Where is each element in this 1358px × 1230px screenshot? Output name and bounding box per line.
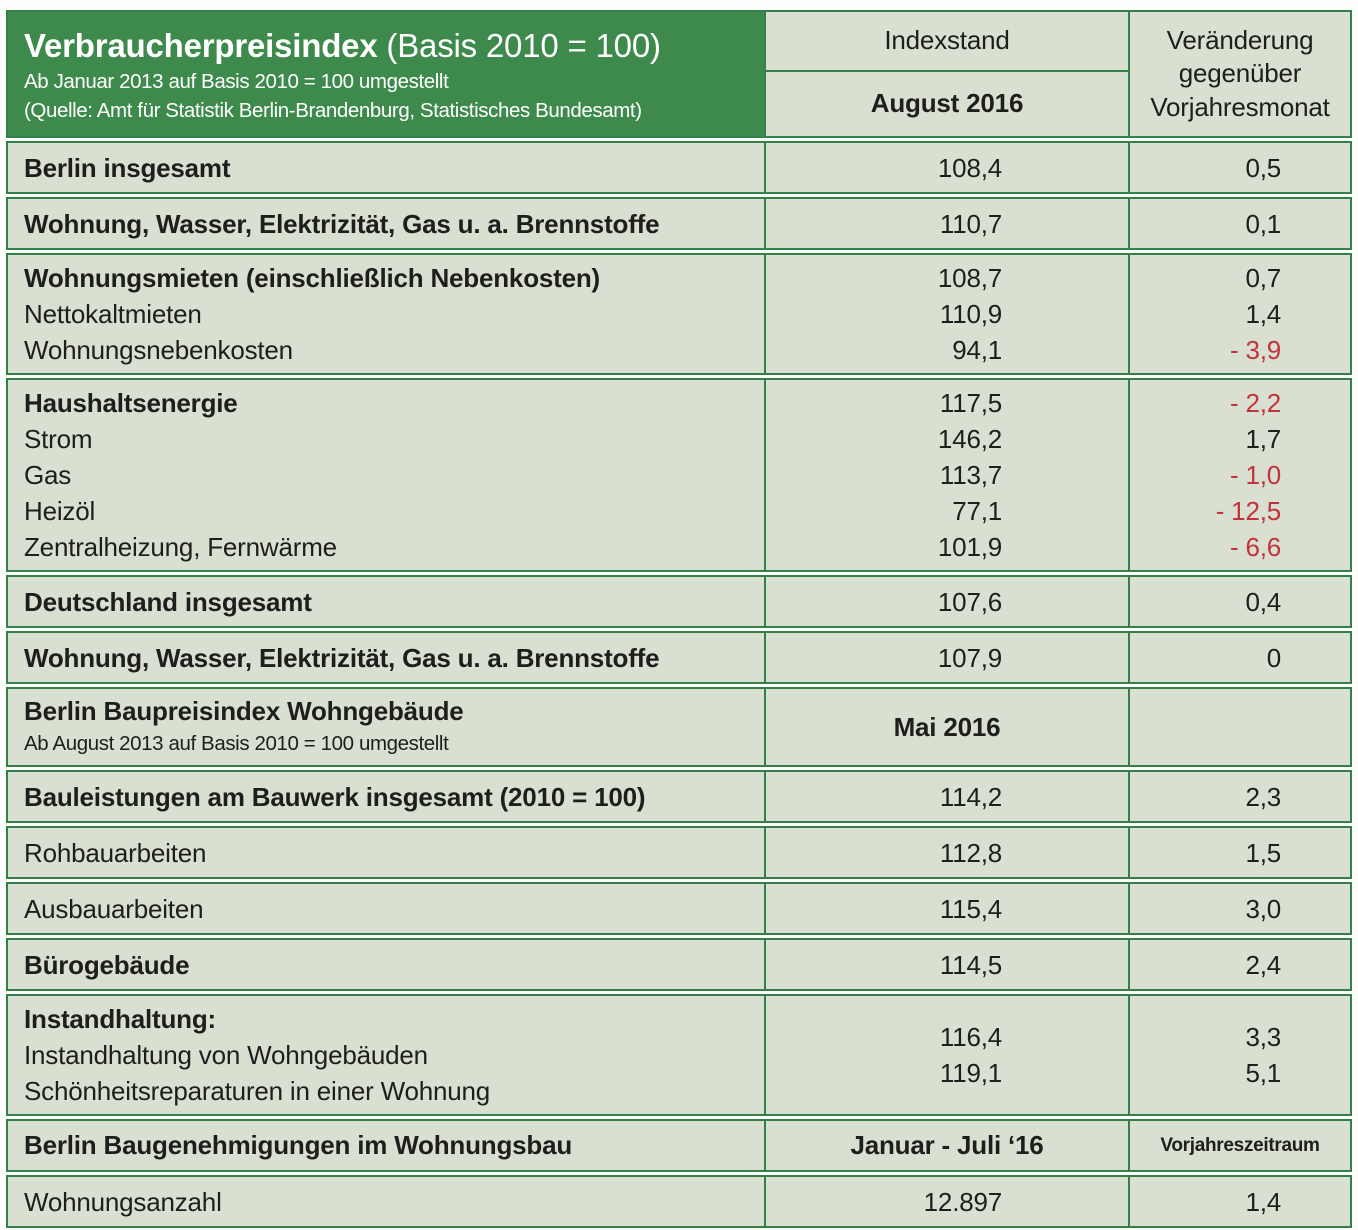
change-value: 3,3	[1245, 1022, 1281, 1052]
row-label: Wohnung, Wasser, Elektrizität, Gas u. a. Brennstoffe	[24, 642, 660, 673]
index-value-cell	[766, 577, 1130, 626]
table-row	[6, 378, 1352, 572]
index-value-cell	[766, 199, 1130, 248]
column-header-index-label: Indexstand	[766, 12, 1128, 72]
index-value: 115,4	[939, 893, 1002, 924]
change-value-cell	[1130, 143, 1350, 192]
row-label-cell	[8, 199, 766, 248]
row-label-cell	[8, 1177, 766, 1226]
change-value-cell	[1130, 255, 1350, 373]
index-value-cell	[766, 689, 1130, 765]
change-value: - 1,0	[1229, 460, 1281, 490]
table-row	[6, 826, 1352, 879]
change-value: - 12,5	[1215, 496, 1281, 526]
row-label: Bauleistungen am Bauwerk insgesamt (2010 = 100)	[24, 781, 646, 812]
row-label-cell	[8, 255, 766, 373]
index-value-cell	[766, 772, 1130, 821]
change-value: 0,7	[1245, 263, 1281, 293]
table-subtitle: Ab Januar 2013 auf Basis 2010 = 100 umgestellt	[24, 69, 449, 93]
table-source: (Quelle: Amt für Statistik Berlin-Brandenburg, Statistisches Bundesamt)	[24, 98, 642, 122]
change-value: 1,4	[1245, 1186, 1281, 1217]
section-change-label: Vorjahreszeitraum	[1160, 1134, 1320, 1156]
price-index-table	[6, 10, 1352, 1228]
table-title-block	[8, 12, 766, 136]
table-row	[6, 253, 1352, 375]
table-title	[24, 25, 762, 66]
change-value: - 2,2	[1229, 388, 1281, 418]
index-value: 117,5	[939, 388, 1002, 418]
change-value: 5,1	[1245, 1058, 1281, 1088]
row-label: Wohnungsanzahl	[24, 1186, 222, 1217]
index-value: 110,9	[939, 299, 1002, 329]
change-value: - 6,6	[1229, 532, 1281, 562]
index-value: 107,9	[937, 642, 1002, 673]
row-label-cell	[8, 772, 766, 821]
table-title-bold: Verbraucherpreisindex	[24, 27, 378, 65]
index-value-cell	[766, 380, 1130, 570]
change-value-cell	[1130, 884, 1350, 933]
row-label: Instandhaltung:	[24, 1004, 216, 1034]
index-value-cell	[766, 940, 1130, 989]
change-value: 2,3	[1245, 781, 1281, 812]
row-label: Gas	[24, 460, 72, 490]
index-value: 113,7	[939, 460, 1002, 490]
row-label: Wohnung, Wasser, Elektrizität, Gas u. a. Brennstoffe	[24, 208, 660, 239]
change-value-cell	[1130, 577, 1350, 626]
table-row	[6, 1175, 1352, 1228]
table-row	[6, 575, 1352, 628]
row-label: Deutschland insgesamt	[24, 586, 312, 617]
column-header-index	[766, 12, 1130, 136]
section-period: Mai 2016	[893, 711, 1001, 742]
index-value: 114,5	[939, 949, 1002, 980]
row-label-cell	[8, 577, 766, 626]
row-label: Rohbauarbeiten	[24, 837, 207, 868]
change-value-cell	[1130, 633, 1350, 682]
row-label: Bürogebäude	[24, 949, 190, 980]
index-value: 108,7	[937, 263, 1002, 293]
change-value: 1,5	[1245, 837, 1281, 868]
section-header-row	[6, 687, 1352, 767]
index-value-cell	[766, 143, 1130, 192]
index-value: 112,8	[939, 837, 1002, 868]
change-value: 2,4	[1245, 949, 1281, 980]
row-label: Strom	[24, 424, 93, 454]
change-value-cell	[1130, 689, 1350, 765]
change-value: - 3,9	[1229, 335, 1281, 365]
row-label-cell	[8, 940, 766, 989]
change-value: 1,4	[1245, 299, 1281, 329]
index-value-cell	[766, 633, 1130, 682]
table-row	[6, 197, 1352, 250]
index-value-cell	[766, 255, 1130, 373]
table-row	[6, 631, 1352, 684]
row-label: Ausbauarbeiten	[24, 893, 204, 924]
change-value-cell	[1130, 772, 1350, 821]
index-value: 110,7	[939, 208, 1002, 239]
column-header-index-period: August 2016	[870, 88, 1024, 119]
row-label: Instandhaltung von Wohngebäuden	[24, 1040, 428, 1070]
change-value-cell	[1130, 996, 1350, 1114]
row-label-cell	[8, 1121, 766, 1170]
row-label: Haushaltsenergie	[24, 388, 238, 418]
table-row	[6, 141, 1352, 194]
index-value-cell	[766, 884, 1130, 933]
change-value-cell	[1130, 1177, 1350, 1226]
change-value-cell	[1130, 380, 1350, 570]
section-period: Januar - Juli ‘16	[850, 1130, 1044, 1160]
table-row	[6, 994, 1352, 1116]
column-header-change: Veränderung gegenüber Vorjahresmonat	[1150, 25, 1330, 122]
index-value-cell	[766, 1177, 1130, 1226]
table-header-row	[6, 10, 1352, 138]
change-value: 0,5	[1245, 152, 1281, 183]
row-label-cell	[8, 996, 766, 1114]
index-value: 119,1	[939, 1058, 1002, 1088]
change-value: 0,4	[1245, 586, 1281, 617]
change-value-cell	[1130, 940, 1350, 989]
row-label: Zentralheizung, Fernwärme	[24, 532, 337, 562]
index-value: 116,4	[939, 1022, 1002, 1052]
row-label-cell	[8, 689, 766, 765]
row-label-cell	[8, 884, 766, 933]
table-row	[6, 882, 1352, 935]
index-value: 101,9	[937, 532, 1002, 562]
table-row	[6, 770, 1352, 823]
row-label-cell	[8, 380, 766, 570]
change-value-cell	[1130, 199, 1350, 248]
index-value: 114,2	[939, 781, 1002, 812]
table-row	[6, 938, 1352, 991]
change-value: 3,0	[1245, 893, 1281, 924]
row-label: Berlin insgesamt	[24, 152, 231, 183]
change-value: 1,7	[1245, 424, 1281, 454]
row-label: Wohnungsnebenkosten	[24, 335, 293, 365]
row-label-cell	[8, 143, 766, 192]
row-label: Heizöl	[24, 496, 96, 526]
change-value: 0	[1266, 642, 1281, 673]
index-value: 146,2	[937, 424, 1002, 454]
section-header-row	[6, 1119, 1352, 1172]
change-value: 0,1	[1245, 208, 1281, 239]
change-value-cell	[1130, 1121, 1350, 1170]
index-value-cell	[766, 1121, 1130, 1170]
row-label-cell	[8, 828, 766, 877]
section-title: Berlin Baupreisindex Wohngebäude	[24, 696, 464, 727]
index-value: 107,6	[937, 586, 1002, 617]
index-value: 77,1	[952, 496, 1002, 526]
index-value: 94,1	[952, 335, 1002, 365]
row-label: Schönheitsreparaturen in einer Wohnung	[24, 1076, 491, 1106]
row-label: Nettokaltmieten	[24, 299, 202, 329]
index-value-cell	[766, 828, 1130, 877]
row-label-cell	[8, 633, 766, 682]
section-title: Berlin Baugenehmigungen im Wohnungsbau	[24, 1129, 573, 1160]
table-title-basis: (Basis 2010 = 100)	[377, 27, 661, 65]
change-value-cell	[1130, 828, 1350, 877]
index-value-cell	[766, 996, 1130, 1114]
row-label: Wohnungsmieten (einschließlich Nebenkosten)	[24, 263, 600, 293]
section-subtitle: Ab August 2013 auf Basis 2010 = 100 umgestellt	[24, 732, 449, 756]
index-value: 108,4	[937, 152, 1002, 183]
index-value: 12.897	[923, 1186, 1002, 1217]
